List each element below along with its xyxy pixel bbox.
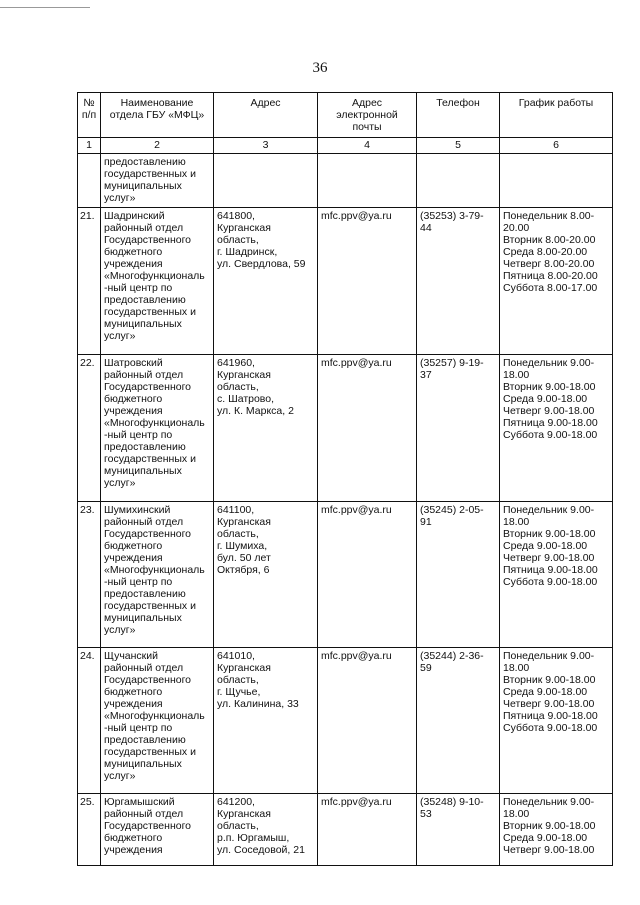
row-name: предоставлению государственных и муниципальных услуг» [101, 154, 214, 208]
table-row [78, 502, 613, 648]
column-number: 1 [78, 138, 101, 154]
header-email: Адрес электронной почты [318, 93, 417, 138]
row-address: 641200, Курганская область, р.п. Юргамыш, ул. Соседовой, 21 [214, 794, 318, 866]
column-number: 6 [500, 138, 613, 154]
row-phone [417, 154, 500, 208]
row-name: Шатровский районный отдел Государственного бюджетного учреждения «Многофункциональ -ный центр по предоставлению государственных и муниципальных услуг» [101, 355, 214, 502]
row-num [78, 154, 101, 208]
row-email: mfc.ppv@ya.ru [318, 208, 417, 355]
header-schedule: График работы [500, 93, 613, 138]
row-schedule: Понедельник 9.00- 18.00 Вторник 9.00-18.00 Среда 9.00-18.00 Четверг 9.00-18.00 [500, 794, 613, 866]
row-email: mfc.ppv@ya.ru [318, 648, 417, 794]
row-address [214, 154, 318, 208]
row-name: Щучанский районный отдел Государственного бюджетного учреждения «Многофункциональ -ный центр по предоставлению государственных и муниципальных услуг» [101, 648, 214, 794]
table-row [78, 208, 613, 355]
row-num: 25. [78, 794, 101, 866]
row-schedule: Понедельник 9.00- 18.00 Вторник 9.00-18.00 Среда 9.00-18.00 Четверг 9.00-18.00 Пятница 9.00-18.00 Суббота 9.00-18.00 [500, 648, 613, 794]
row-num: 22. [78, 355, 101, 502]
row-address: 641960, Курганская область, с. Шатрово, ул. К. Маркса, 2 [214, 355, 318, 502]
row-email: mfc.ppv@ya.ru [318, 355, 417, 502]
row-phone: (35253) 3-79- 44 [417, 208, 500, 355]
row-name: Шумихинский районный отдел Государственного бюджетного учреждения «Многофункциональ -ный центр по предоставлению государственных и муниципальных услуг» [101, 502, 214, 648]
row-num: 23. [78, 502, 101, 648]
row-email [318, 154, 417, 208]
row-phone: (35244) 2-36- 59 [417, 648, 500, 794]
column-number: 3 [214, 138, 318, 154]
column-numbers-row [78, 138, 613, 154]
row-phone: (35245) 2-05- 91 [417, 502, 500, 648]
header-phone: Телефон [417, 93, 500, 138]
row-phone: (35248) 9-10- 53 [417, 794, 500, 866]
row-phone: (35257) 9-19- 37 [417, 355, 500, 502]
mfc-offices-table [77, 92, 613, 866]
row-name: Юргамышский районный отдел Государственного бюджетного учреждения [101, 794, 214, 866]
table-row [78, 794, 613, 866]
row-email: mfc.ppv@ya.ru [318, 502, 417, 648]
row-address: 641010, Курганская область, г. Щучье, ул. Калинина, 33 [214, 648, 318, 794]
header-num: № п/п [78, 93, 101, 138]
row-num: 24. [78, 648, 101, 794]
row-schedule [500, 154, 613, 208]
header-address: Адрес [214, 93, 318, 138]
column-number: 4 [318, 138, 417, 154]
row-address: 641100, Курганская область, г. Шумиха, бул. 50 лет Октября, 6 [214, 502, 318, 648]
top-rule [0, 7, 90, 8]
row-schedule: Понедельник 9.00- 18.00 Вторник 9.00-18.00 Среда 9.00-18.00 Четверг 9.00-18.00 Пятница 9.00-18.00 Суббота 9.00-18.00 [500, 502, 613, 648]
row-email: mfc.ppv@ya.ru [318, 794, 417, 866]
page-number: 36 [312, 60, 328, 76]
row-num: 21. [78, 208, 101, 355]
column-number: 2 [101, 138, 214, 154]
table-row-continuation [78, 154, 613, 208]
header-name: Наименование отдела ГБУ «МФЦ» [101, 93, 214, 138]
table-row [78, 355, 613, 502]
table-row [78, 648, 613, 794]
header-row [78, 93, 613, 138]
row-schedule: Понедельник 9.00- 18.00 Вторник 9.00-18.00 Среда 9.00-18.00 Четверг 9.00-18.00 Пятница 9.00-18.00 Суббота 9.00-18.00 [500, 355, 613, 502]
row-schedule: Понедельник 8.00- 20.00 Вторник 8.00-20.00 Среда 8.00-20.00 Четверг 8.00-20.00 Пятница 8.00-20.00 Суббота 8.00-17.00 [500, 208, 613, 355]
row-address: 641800, Курганская область, г. Шадринск, ул. Свердлова, 59 [214, 208, 318, 355]
row-name: Шадринский районный отдел Государственного бюджетного учреждения «Многофункциональ -ный центр по предоставлению государственных и муниципальных услуг» [101, 208, 214, 355]
column-number: 5 [417, 138, 500, 154]
